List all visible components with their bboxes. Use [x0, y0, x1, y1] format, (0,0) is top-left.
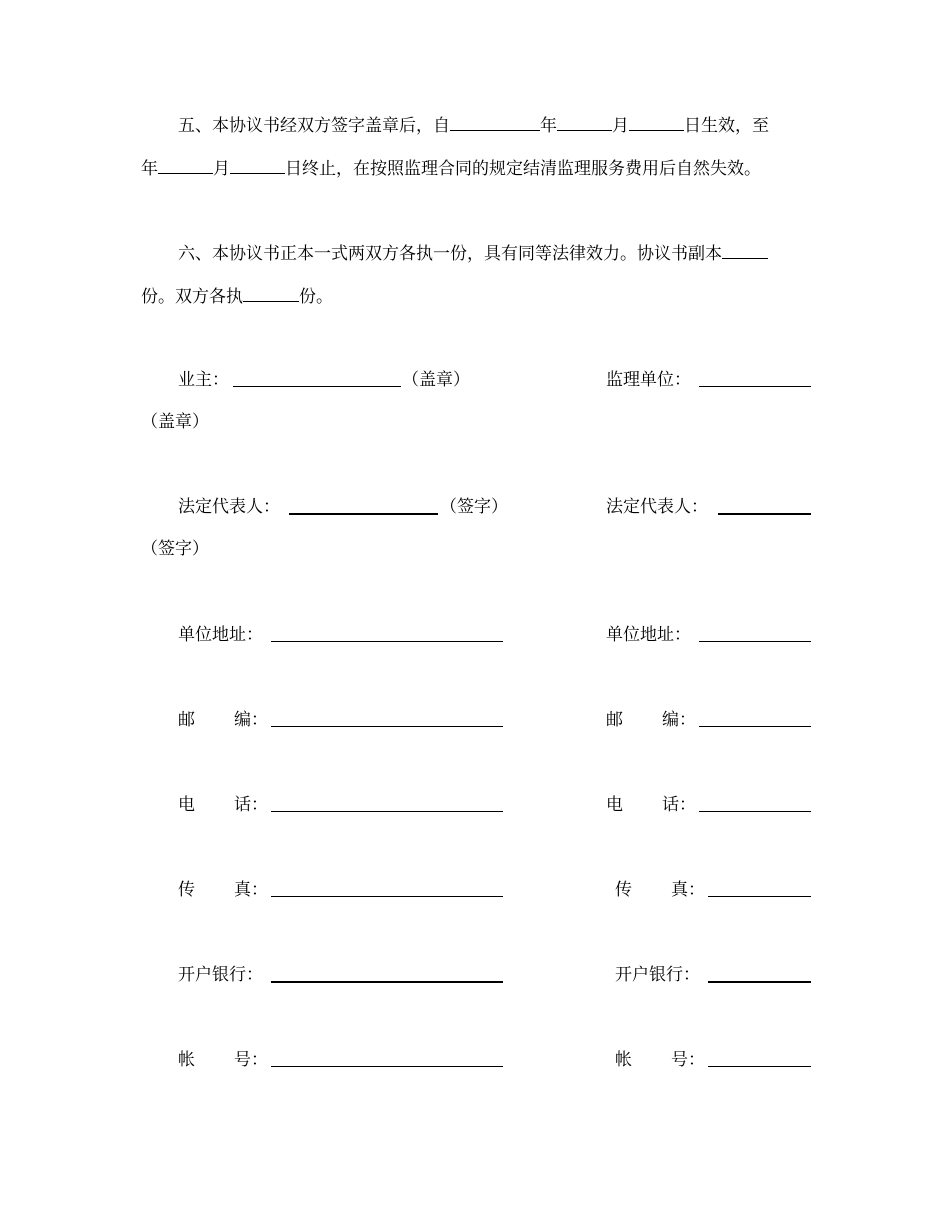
owner-postcode-label-b: 编： — [234, 710, 268, 730]
clause-6-text: 六、本协议书正本一式两双方各执一份，具有同等法律效力。协议书副本 — [178, 244, 722, 264]
supervisor-rep-label: 法定代表人： — [606, 497, 708, 517]
owner-bank-label: 开户银行： — [178, 965, 263, 985]
owner-postcode-label-a: 邮 — [178, 710, 195, 730]
end-year-label: 年 — [141, 159, 158, 179]
start-year-blank[interactable] — [450, 114, 540, 131]
copies-unit-label: 份。 — [299, 287, 333, 307]
owner-rep-label: 法定代表人： — [178, 497, 280, 517]
supervisor-account-label-b: 号： — [671, 1050, 705, 1070]
supervisor-account-label-a: 帐 — [615, 1050, 632, 1070]
supervisor-postcode-label-b: 编： — [662, 710, 696, 730]
supervisor-bank-field[interactable] — [708, 981, 811, 983]
supervisor-rep-sign: （签字） — [141, 539, 209, 559]
supervisor-phone-label-a: 电 — [606, 795, 623, 815]
supervisor-phone-field[interactable] — [699, 811, 811, 812]
supervisor-address-label: 单位地址： — [606, 625, 691, 645]
owner-label: 业主： — [178, 370, 229, 390]
owner-fax-label-b: 真： — [234, 880, 268, 900]
supervisor-account-field[interactable] — [708, 1066, 811, 1067]
clause-5-text: 五、本协议书经双方签字盖章后，自 — [178, 116, 450, 136]
clause-5-line-1 — [178, 114, 769, 137]
owner-fax-field[interactable] — [271, 896, 503, 897]
start-month-blank[interactable] — [557, 114, 612, 131]
copies-count-blank[interactable] — [722, 242, 768, 259]
owner-account-label-b: 号： — [234, 1050, 268, 1070]
each-copies-blank[interactable] — [243, 285, 299, 302]
end-day-blank[interactable] — [230, 157, 285, 174]
year-label: 年 — [540, 116, 557, 136]
termination-text: 日终止，在按照监理合同的规定结清监理服务费用后自然失效。 — [285, 159, 761, 179]
end-month-blank[interactable] — [158, 157, 213, 174]
owner-account-label-a: 帐 — [178, 1050, 195, 1070]
month-label: 月 — [612, 116, 629, 136]
owner-phone-label-a: 电 — [178, 795, 195, 815]
supervisor-postcode-label-a: 邮 — [606, 710, 623, 730]
clause-6-line-1 — [178, 242, 768, 265]
supervisor-fax-field[interactable] — [708, 896, 811, 897]
owner-fax-label-a: 传 — [178, 880, 195, 900]
owner-seal: （盖章） — [402, 370, 470, 390]
supervisor-rep-field[interactable] — [718, 513, 811, 515]
owner-bank-field[interactable] — [271, 981, 503, 983]
owner-rep-sign: （签字） — [440, 497, 508, 517]
owner-account-field[interactable] — [271, 1066, 503, 1067]
start-day-blank[interactable] — [629, 114, 684, 131]
owner-address-field[interactable] — [271, 641, 503, 642]
owner-postcode-field[interactable] — [271, 726, 503, 727]
supervisor-seal: （盖章） — [141, 412, 209, 432]
owner-field[interactable] — [233, 386, 401, 387]
owner-rep-field[interactable] — [289, 513, 438, 515]
clause-6-line-2 — [141, 285, 333, 308]
supervisor-address-field[interactable] — [699, 641, 811, 642]
effective-label: 日生效，至 — [684, 116, 769, 136]
supervisor-bank-label: 开户银行： — [615, 965, 700, 985]
each-holds-text: 份。双方各执 — [141, 287, 243, 307]
supervisor-fax-label-a: 传 — [615, 880, 632, 900]
end-month-label: 月 — [213, 159, 230, 179]
clause-5-line-2 — [141, 157, 761, 180]
owner-phone-field[interactable] — [271, 811, 503, 812]
supervisor-field[interactable] — [699, 386, 811, 387]
supervisor-postcode-field[interactable] — [699, 726, 811, 727]
supervisor-phone-label-b: 话： — [662, 795, 696, 815]
owner-address-label: 单位地址： — [178, 625, 263, 645]
supervisor-label: 监理单位： — [606, 370, 691, 390]
owner-phone-label-b: 话： — [234, 795, 268, 815]
supervisor-fax-label-b: 真： — [671, 880, 705, 900]
